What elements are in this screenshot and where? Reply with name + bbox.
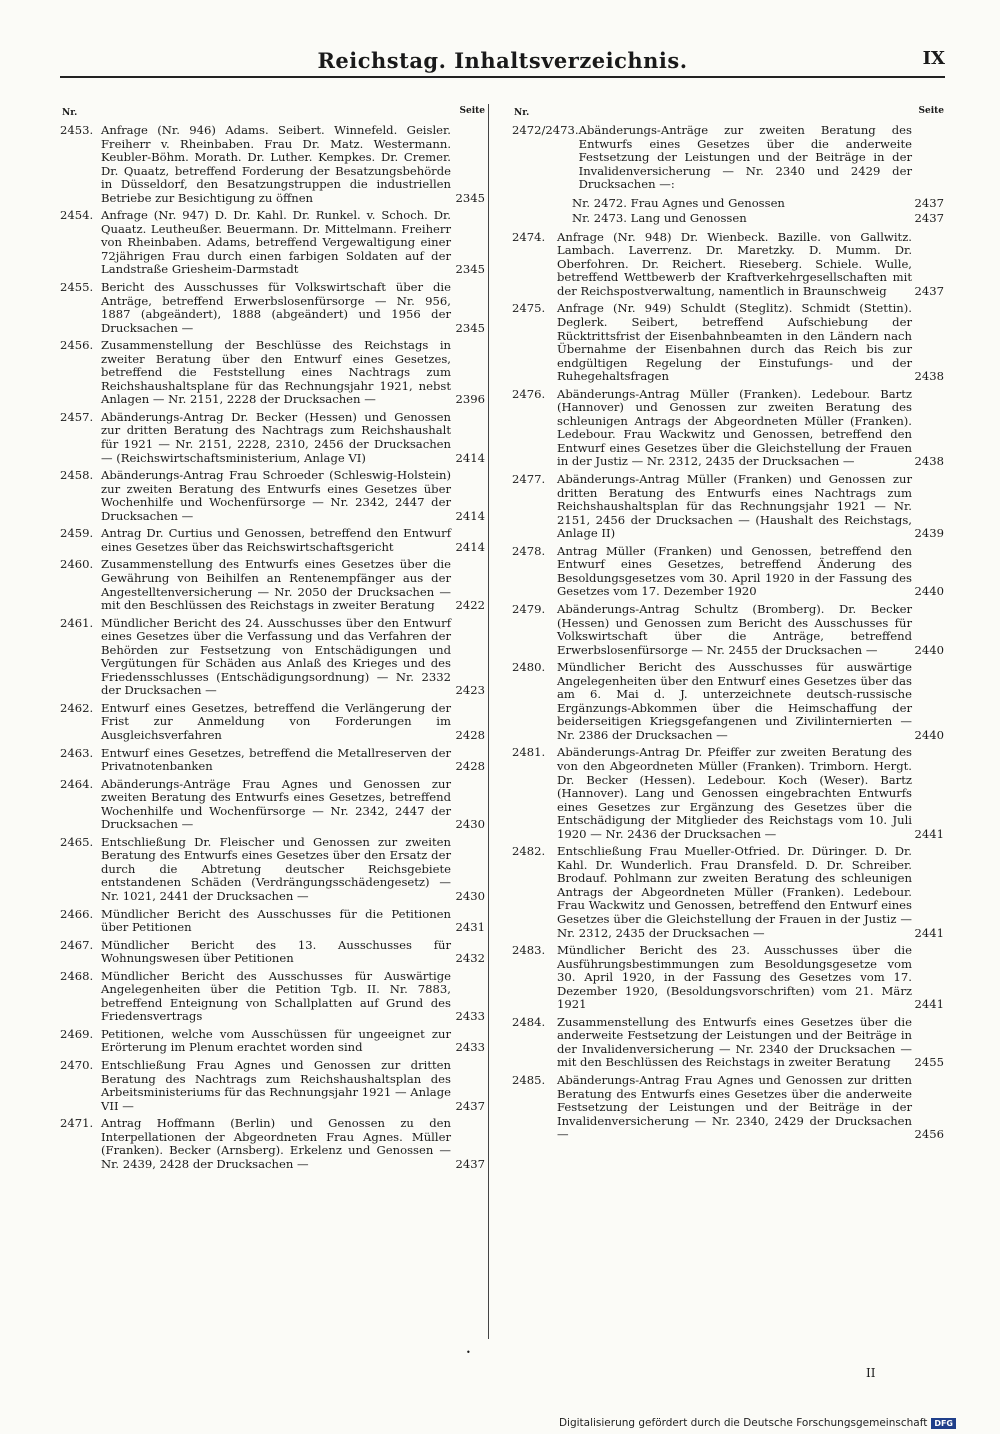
sub-entry: [572, 196, 944, 211]
entry-text: Zusammenstellung der Beschlüsse des Reichstags in zweiter Beratung über den Entwurf eines Gesetzes, betreffend die Feststellung eines Nachtrags zum Reichshaushaltsplane für das Rechnungsjahr 1921, nebst Anlagen — Nr. 2151, 2228 der Drucksachen —: [101, 338, 451, 407]
entry-page: 2345: [455, 190, 485, 205]
index-entry: [512, 231, 944, 299]
entry-number: 2474.: [512, 229, 546, 244]
entry-text: Abänderungs-Antrag Müller (Franken). Ledebour. Bartz (Hannover) und Genossen zur zweiten Beratung des schleunigen Antrags der Abgeordneten Müller (Franken). Ledebour. Frau Wackwitz und Genossen, betreffend den Entwurf eines Gesetzes über die Gleichstellung der Frauen in der Justiz — Nr. 2312, 2435 der Drucksachen —: [557, 386, 912, 469]
entry-page: 2440: [914, 584, 944, 599]
entry-page: 2455: [914, 1055, 944, 1070]
entry-number: 2468.: [60, 968, 94, 983]
entry-page: 2432: [455, 951, 485, 966]
index-entry: [60, 617, 485, 698]
entry-number: 2484.: [512, 1014, 546, 1029]
entry-text: Mündlicher Bericht des 24. Ausschusses über den Entwurf eines Gesetzes über die Verfassung und das Verfahren der Behörden zur Festsetzung von Entschädigungen und Vergütungen für Schäden aus Anlaß des Krieges und des Friedensschlusses (Entschädigungsordnung) — Nr. 2332 der Drucksachen —: [101, 615, 451, 698]
entry-number: 2475.: [512, 301, 546, 316]
entry-text: Anfrage (Nr. 948) Dr. Wienbeck. Bazille. von Gallwitz. Lambach. Laverrenz. Dr. Maretzky. D. Mumm. Dr. Oberfohren. Dr. Reichert. Rieseberg. Schiele. Wulle, betreffend Wettbewerb der Kraftverkehrgesellschaften mit der Reichspostverwaltung, namentlich in Braunschweig: [557, 229, 912, 298]
index-entry: [60, 1059, 485, 1113]
index-entry: [512, 603, 944, 657]
entry-number: 2463.: [60, 745, 94, 760]
entry-text: Abänderungs-Antrag Frau Schroeder (Schleswig-Holstein) zur zweiten Beratung des Entwurfs eines Gesetzes über Wochenhilfe und Wochenfürsorge — Nr. 2342, 2447 der Drucksachen —: [101, 468, 451, 523]
entry-text: Mündlicher Bericht des Ausschusses für Auswärtige Angelegenheiten über die Petition Tgb. II. Nr. 7883, betreffend Enteignung von Schallplatten auf Grund des Friedensvertrags: [101, 968, 451, 1024]
entry-page: 2414: [455, 450, 485, 465]
entry-number: 2477.: [512, 472, 546, 487]
seite-label: Seite: [459, 106, 485, 116]
entry-text: Zusammenstellung des Entwurfs eines Gesetzes über die anderweite Festsetzung der Leistungen und der Beiträge in der Invalidenversicherung — Nr. 2340 der Drucksachen — mit den Beschlüssen des Reichstags in zweiter Beratung: [557, 1014, 912, 1070]
entry-number: 2459.: [60, 526, 94, 541]
index-entry: [60, 527, 485, 554]
index-entry: [60, 778, 485, 832]
entry-page: 2414: [455, 539, 485, 554]
index-entry: [60, 970, 485, 1024]
entry-text: Entschließung Frau Agnes und Genossen zur dritten Beratung des Nachtrags zum Reichshaushaltsplan des Arbeitsministeriums für das Rechnungsjahr 1921 — Anlage VII —: [101, 1058, 451, 1113]
sub-entry-page: 2437: [914, 195, 944, 210]
entry-text: Entwurf eines Gesetzes, betreffend die Metallreserven der Privatnotenbanken: [101, 745, 451, 774]
entry-text: Antrag Müller (Franken) und Genossen, betreffend den Entwurf eines Gesetzes, betreffend Änderung des Besoldungsgesetzes vom 30. April 1920 in der Fassung des Gesetzes vom 17. Dezember 1920: [557, 543, 912, 599]
entry-text: Abänderungs-Antrag Dr. Becker (Hessen) und Genossen zur dritten Beratung des Nachtrags zum Reichshaushalt für 1921 — Nr. 2151, 2228, 2310, 2456 der Drucksachen — (Reichswirtschaftsministerium, Anlage VI): [101, 409, 451, 465]
entry-number: 2465.: [60, 834, 94, 849]
entry-text: Petitionen, welche vom Ausschüssen für ungeeignet zur Erörterung im Plenum erachtet worden sind: [101, 1026, 451, 1055]
index-entry: [512, 845, 944, 940]
entry-text: Abänderungs-Antrag Frau Agnes und Genossen zur dritten Beratung des Entwurfs eines Gesetzes über die anderweite Festsetzung der Leistungen und der Beiträge in der Invalidenversicherung — Nr. 2340, 2429 der Drucksachen —: [557, 1073, 912, 1142]
entry-number: 2455.: [60, 280, 94, 295]
sub-entry-text: Nr. 2473. Lang und Genossen: [572, 210, 747, 225]
seite-label: Seite: [918, 106, 944, 116]
entry-number: 2458.: [60, 468, 94, 483]
entry-page: 2431: [455, 920, 485, 935]
left-column-header: [60, 106, 485, 124]
index-entry: [512, 746, 944, 841]
index-entry: [60, 1028, 485, 1055]
entry-text: Entwurf eines Gesetzes, betreffend die Verlängerung der Frist zur Anmeldung von Forderungen im Ausgleichsverfahren: [101, 700, 451, 742]
index-entry: [512, 545, 944, 599]
entry-text: Entschließung Frau Mueller-Otfried. Dr. Düringer. D. Dr. Kahl. Dr. Wunderlich. Frau Dransfeld. D. Dr. Schreiber. Brodauf. Pohlmann zur zweiten Beratung des schleunigen Antrags der Abgeordneten Müller (Franken). Ledebour. Frau Wackwitz und Genossen, betreffend den Entwurf eines Gesetzes über die Gleichstellung der Frauen in der Justiz — Nr. 2312, 2435 der Drucksachen —: [557, 844, 912, 940]
entry-text: Mündlicher Bericht des 13. Ausschusses für Wohnungswesen über Petitionen: [101, 937, 451, 966]
index-entry: [60, 908, 485, 935]
entry-page: 2422: [455, 598, 485, 613]
centre-dot: •: [466, 1348, 471, 1357]
entry-number: 2466.: [60, 906, 94, 921]
index-entry: [60, 209, 485, 277]
entry-text: Anfrage (Nr. 947) D. Dr. Kahl. Dr. Runkel. v. Schoch. Dr. Quaatz. Leutheußer. Beuermann. Dr. Mittelmann. Freiherr von Rheinbaben. Adams, betreffend Vergewaltigung einer 72jährigen Frau durch einen farbigen Soldaten auf der Landstraße Griesheim-Darmstadt: [101, 208, 451, 277]
entry-page: 2428: [455, 727, 485, 742]
header-rule: [60, 76, 945, 78]
dfg-logo: DFG: [931, 1418, 956, 1429]
entry-text: Abänderungs-Antrag Schultz (Bromberg). Dr. Becker (Hessen) und Genossen zum Bericht des Ausschusses für Volkswirtschaft über die Anträge, betreffend Erwerbslosenfürsorge — Nr. 2455 der Drucksachen —: [557, 601, 912, 657]
entry-text: Antrag Dr. Curtius und Genossen, betreffend den Entwurf eines Gesetzes über das Reichswirtschaftsgericht: [101, 526, 451, 554]
entry-text: Mündlicher Bericht des 23. Ausschusses über die Ausführungsbestimmungen zum Besoldungsgesetze vom 30. April 1920, in der Fassung des Gesetzes vom 17. Dezember 1920, (Besoldungsvorschriften) vom 21. März 1921: [557, 943, 912, 1012]
entry-text: Zusammenstellung des Entwurfs eines Gesetzes über die Gewährung von Beihilfen an Rentenempfänger aus der Angestelltenversicherung — Nr. 2050 der Drucksachen — mit den Beschlüssen des Reichstags in zweiter Beratung: [101, 557, 451, 613]
index-entry: [512, 661, 944, 742]
entry-text: Abänderungs-Antrag Müller (Franken) und Genossen zur dritten Beratung des Entwurfs eines Nachtrags zum Reichshaushaltsplan für das Rechnungsjahr 1921 — Nr. 2151, 2456 der Drucksachen — (Haushalt des Reichstags, Anlage II): [557, 472, 912, 541]
index-entry: [60, 281, 485, 335]
index-entry: [60, 124, 485, 205]
entry-number: 2472/2473.: [512, 123, 579, 137]
entry-number: 2485.: [512, 1073, 546, 1087]
entry-page: 2456: [914, 1127, 944, 1142]
right-column: [512, 106, 944, 1146]
entry-page: 2441: [914, 826, 944, 841]
index-entry: [512, 1016, 944, 1070]
index-entry: [60, 411, 485, 465]
entry-number: 2478.: [512, 543, 546, 558]
index-entry: [512, 302, 944, 383]
nr-label: Nr.: [62, 108, 78, 118]
entry-text: Abänderungs-Antrag Dr. Pfeiffer zur zweiten Beratung des von den Abgeordneten Müller (Franken). Trimborn. Hergt. Dr. Becker (Hessen). Ledebour. Koch (Weser). Bartz (Hannover). Lang und Genossen eingebrachten Entwurfs eines Gesetzes zur Ergänzung des Gesetzes über die Entschädigung der Mitglieder des Reichstags vom 10. Juli 1920 — Nr. 2436 der Drucksachen —: [557, 745, 912, 841]
entry-page: 2345: [455, 262, 485, 277]
index-entry: [512, 944, 944, 1012]
entry-page: 2437: [455, 1156, 485, 1171]
entry-number: 2470.: [60, 1058, 94, 1072]
index-entry: [60, 558, 485, 612]
entry-page: 2396: [455, 392, 485, 407]
entry-number: 2483.: [512, 943, 546, 958]
entry-page: 2441: [914, 997, 944, 1012]
entry-page: 2423: [455, 683, 485, 698]
index-entry: [512, 1074, 944, 1142]
entry-number: 2480.: [512, 660, 546, 675]
entry-page: 2414: [455, 508, 485, 523]
entry-page: 2433: [455, 1040, 485, 1055]
entry-page: 2430: [455, 888, 485, 903]
entry-page: 2437: [455, 1098, 485, 1113]
entry-page: 2441: [914, 925, 944, 940]
entry-page: 2440: [914, 727, 944, 742]
index-entry: [60, 702, 485, 743]
entry-text: Antrag Hoffmann (Berlin) und Genossen zu den Interpellationen der Abgeordneten Frau Agnes. Müller (Franken). Becker (Arnsberg). Erkelenz und Genossen — Nr. 2439, 2428 der Drucksachen —: [101, 1116, 451, 1171]
entry-text: Abänderungs-Anträge zur zweiten Beratung des Entwurfs eines Gesetzes über die anderweite Festsetzung der Leistungen und der Beiträge in der Invalidenversicherung — Nr. 2340 und 2429 der Drucksachen —:: [578, 123, 912, 192]
credit-text: Digitalisierung gefördert durch die Deutsche Forschungsgemeinschaft: [558, 1417, 928, 1429]
entry-page: 2345: [455, 320, 485, 335]
entry-number: 2469.: [60, 1026, 94, 1041]
entry-text: Mündlicher Bericht des Ausschusses für die Petitionen über Petitionen: [101, 906, 451, 935]
entry-number: 2464.: [60, 776, 94, 791]
entry-number: 2457.: [60, 409, 94, 424]
index-entry: [60, 469, 485, 523]
index-entry: [60, 339, 485, 407]
entry-page: 2428: [455, 759, 485, 774]
index-entry: [512, 124, 944, 192]
entry-page: 2433: [455, 1009, 485, 1024]
entry-page: 2437: [914, 283, 944, 298]
entry-number: 2481.: [512, 745, 546, 760]
digitization-credit: [559, 1417, 956, 1429]
entry-text: Anfrage (Nr. 949) Schuldt (Steglitz). Schmidt (Stettin). Deglerk. Seibert, betreffend Aufschiebung der Rücktrittsfrist der Eisenbahnbeamten in den Ländern nach Übernahme der Eisenbahnen durch das Reich bis zur endgültigen Regelung der Einstufungs- und der Ruhegehaltsfragen: [557, 301, 912, 384]
index-entry: [60, 939, 485, 966]
sub-entry-text: Nr. 2472. Frau Agnes und Genossen: [572, 195, 785, 210]
entry-number: 2482.: [512, 844, 546, 859]
signature-mark: II: [866, 1366, 876, 1380]
index-entry: [512, 388, 944, 469]
page-header: [60, 48, 945, 78]
nr-label: Nr.: [514, 108, 530, 118]
page-title: Reichstag. Inhaltsverzeichnis.: [317, 48, 688, 73]
entry-text: Bericht des Ausschusses für Volkswirtschaft über die Anträge, betreffend Erwerbslosenfürsorge — Nr. 956, 1887 (abgeändert), 1888 (abgeändert) und 1956 der Drucksachen —: [101, 280, 451, 335]
entry-number: 2467.: [60, 937, 94, 952]
entry-number: 2453.: [60, 123, 94, 137]
sub-entry: [572, 211, 944, 226]
page-number: IX: [922, 48, 945, 69]
entry-page: 2438: [914, 369, 944, 384]
entry-number: 2471.: [60, 1116, 94, 1131]
entry-page: 2430: [455, 817, 485, 832]
entry-text: Entschließung Dr. Fleischer und Genossen zur zweiten Beratung des Entwurfs eines Gesetzes über den Ersatz der durch die Abtretung deutscher Reichsgebiete entstandenen Schäden (Verdrängungsschädengesetz) — Nr. 1021, 2441 der Drucksachen —: [101, 834, 451, 903]
entry-page: 2440: [914, 642, 944, 657]
index-entry: [60, 747, 485, 774]
entry-page: 2439: [914, 526, 944, 541]
entry-text: Abänderungs-Anträge Frau Agnes und Genossen zur zweiten Beratung des Entwurfs eines Gesetzes, betreffend Wochenhilfe und Wochenfürsorge — Nr. 2342, 2447 der Drucksachen —: [101, 776, 451, 832]
entry-text: Anfrage (Nr. 946) Adams. Seibert. Winnefeld. Geisler. Freiherr v. Rheinbaben. Frau Dr. Matz. Westermann. Keubler-Böhm. Morath. Dr. Luther. Kempkes. Dr. Cremer. Dr. Quaatz, betreffend Forderung der Besatzungsbehörde in Düsseldorf, den Besatzungstruppen die industriellen Betriebe zur Besichtigung zu öffnen: [101, 123, 451, 205]
column-divider: [488, 104, 489, 1339]
entry-number: 2476.: [512, 386, 546, 401]
left-column: [60, 106, 485, 1175]
entry-number: 2454.: [60, 208, 94, 223]
index-entry: [60, 1117, 485, 1171]
index-entry: [60, 836, 485, 904]
entry-number: 2462.: [60, 700, 94, 715]
entry-number: 2456.: [60, 338, 94, 353]
sub-entry-page: 2437: [914, 210, 944, 225]
entry-text: Mündlicher Bericht des Ausschusses für auswärtige Angelegenheiten über den Entwurf eines Gesetzes über das am 6. Mai d. J. unterzeichnete deutsch-russische Ergänzungs-Abkommen über die Heimschaffung der beiderseitigen Kriegsgefangenen und Zivilinternierten — Nr. 2386 der Drucksachen —: [557, 660, 912, 742]
right-column-header: [512, 106, 944, 124]
entry-page: 2438: [914, 454, 944, 469]
entry-number: 2461.: [60, 615, 94, 630]
entry-number: 2460.: [60, 557, 94, 572]
index-entry: [512, 473, 944, 541]
entry-number: 2479.: [512, 601, 546, 616]
